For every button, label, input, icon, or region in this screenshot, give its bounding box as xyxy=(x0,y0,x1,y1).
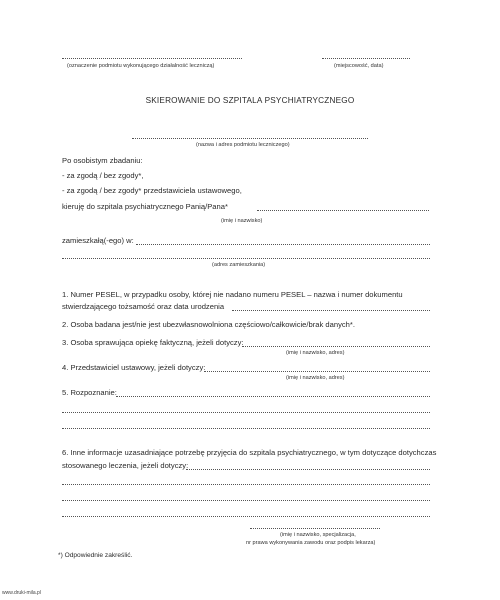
item-3-caption: (imię i nazwisko, adres) xyxy=(286,350,345,356)
item-6-other-info: 6. Inne informacje uzasadniające potrzebę przyjęcia do szpitala psychiatrycznego, w tym dotyczące dotychczas xyxy=(62,448,437,457)
item-5-diagnosis: 5. Rozpoznanie: xyxy=(62,388,117,397)
signature-caption-1: (imię i nazwisko, specjalizacja, xyxy=(280,532,356,538)
item-4-representative: 4. Przedstawiciel ustawowy, jeżeli dotyczy: xyxy=(62,363,206,372)
residence-dotted-line-1 xyxy=(136,244,430,245)
item-1-dotted-line xyxy=(232,310,430,311)
item-1-identity: stwierdzającego tożsamość oraz data urodzenia xyxy=(62,302,225,311)
patient-name-dotted-line xyxy=(257,210,429,211)
item-4-caption: (imię i nazwisko, adres) xyxy=(286,375,345,381)
residence-dotted-line-2 xyxy=(62,258,430,259)
website-watermark: www.druki-mila.pl xyxy=(2,590,41,596)
item-2-incapacitation: 2. Osoba badana jest/nie jest ubezwłasnowolniona częściowo/całkowicie/brak danych*. xyxy=(62,320,355,329)
intro-examined: Po osobistym zbadaniu: xyxy=(62,156,143,165)
item-5-dotted-line-3 xyxy=(62,428,430,429)
document-title: SKIEROWANIE DO SZPITALA PSYCHIATRYCZNEGO xyxy=(145,96,355,105)
entity-caption: (oznaczenie podmiotu wykonującego działalność leczniczą) xyxy=(67,63,215,69)
residence-label: zamieszkałą(-ego) w: xyxy=(62,236,134,245)
signature-caption-2: nr prawa wykonywania zawodu oraz podpis lekarza) xyxy=(246,540,376,546)
patient-name-caption: (imię i nazwisko) xyxy=(221,218,263,224)
intro-consent: - za zgodą / bez zgody*, xyxy=(62,171,144,180)
item-6-dotted-line-3 xyxy=(62,500,430,501)
entity-dotted-line xyxy=(62,58,242,59)
item-6-dotted-line-1 xyxy=(186,469,430,470)
place-date-caption: (miejscowość, data) xyxy=(334,63,384,69)
item-6-dotted-line-2 xyxy=(62,484,430,485)
item-6-treatment: stosowanego leczenia, jeżeli dotyczy: xyxy=(62,461,189,470)
signature-dotted-line xyxy=(250,528,380,529)
item-5-dotted-line-2 xyxy=(62,412,430,413)
intro-referral: kieruję do szpitala psychiatrycznego Panią/Pana* xyxy=(62,202,228,211)
place-date-dotted-line xyxy=(322,58,410,59)
residence-caption: (adres zamieszkania) xyxy=(212,262,266,268)
intro-consent-representative: - za zgodą / bez zgody* przedstawiciela ustawowego, xyxy=(62,186,242,195)
item-3-dotted-line xyxy=(242,346,430,347)
item-6-dotted-line-4 xyxy=(62,516,430,517)
hospital-caption: (nazwa i adres podmiotu leczniczego) xyxy=(196,142,290,148)
item-3-caregiver: 3. Osoba sprawująca opiekę faktyczną, jeżeli dotyczy: xyxy=(62,338,244,347)
hospital-dotted-line xyxy=(132,138,368,139)
item-5-dotted-line-1 xyxy=(116,396,430,397)
item-4-dotted-line xyxy=(204,371,430,372)
item-1-pesel: 1. Numer PESEL, w przypadku osoby, której nie nadano numeru PESEL – nazwa i numer dokumentu xyxy=(62,290,403,299)
footnote: *) Odpowiednie zakreślić. xyxy=(58,552,133,559)
